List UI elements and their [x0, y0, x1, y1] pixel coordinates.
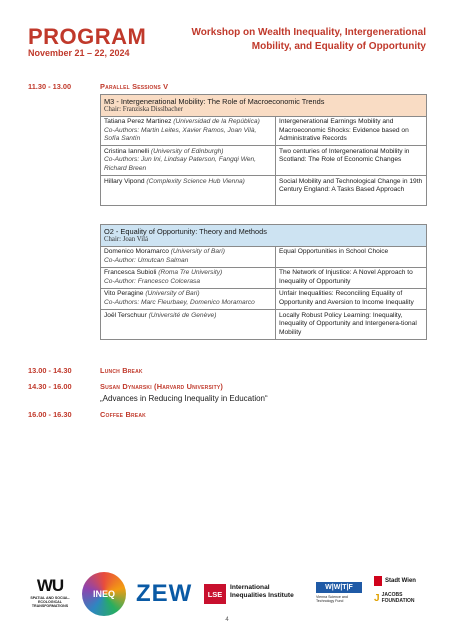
session-title: M3 - Intergenerational Mobility: The Role of Macroeconomic Trends: [104, 96, 325, 106]
schedule-label: Parallel Sessions V: [100, 82, 169, 91]
schedule-label: Lunch Break: [100, 366, 143, 375]
schedule-time: 16.00 - 16.30: [28, 410, 72, 419]
schedule-label: Coffee Break: [100, 410, 146, 419]
wu-logo: WU SPATIAL AND SOCIAL-ECOLOGICAL TRANSFORMATIONS: [30, 576, 70, 609]
coauthors: Co-Authors: Martin Leites, Xavier Ramos, Joan Vilà, Sofía Santín: [104, 126, 257, 143]
speaker-name: Hillary Vipond: [104, 177, 145, 185]
session-chair: Chair: Joan Vilá: [104, 235, 149, 243]
speaker-affiliation: (University of Bari): [170, 248, 225, 255]
table-row: [101, 176, 427, 206]
jacobs-foundation-logo: J JACOBS FOUNDATION: [374, 592, 415, 604]
wwtf-logo: W|W|T|F Vienna Science and Technology Fund: [316, 582, 362, 604]
session-o2: [100, 224, 427, 340]
schedule-label: Susan Dynarski (Harvard University): [100, 382, 224, 391]
schedule-time: 14.30 - 16.00: [28, 382, 72, 391]
speaker-name: Cristina Iannelli: [104, 147, 150, 155]
paper-title: Unfair Inequalities: Reconciling Equality of Opportunity and Aversion to Income Inequality: [276, 288, 427, 309]
paper-title: Intergenerational Earnings Mobility and Macroeconomic Shocks: Evidence based on Administrative Records: [276, 116, 427, 146]
speaker-affiliation: (Complexity Science Hub Vienna): [146, 177, 245, 185]
zew-logo: ZEW: [136, 580, 193, 607]
speaker-affiliation: (Universidad de la República): [173, 118, 260, 125]
session-m3: [100, 94, 427, 206]
paper-title: Social Mobility and Technological Change in 19th Century England: A Tasks Based Approach: [276, 176, 427, 206]
jacobs-j-icon: J: [374, 592, 380, 604]
session-header: [101, 95, 427, 117]
speaker-affiliation: (University of Bari): [145, 290, 200, 298]
paper-title: Equal Opportunities in School Choice: [276, 246, 427, 267]
table-row: [101, 146, 427, 176]
speaker-name: Francesca Subioli: [104, 269, 157, 277]
session-chair: Chair: Franziska Disslbacher: [104, 105, 183, 113]
paper-title: Locally Robust Policy Learning: Inequality, Inequality of Opportunity and Intergenera-tional Mobility: [276, 310, 427, 340]
sponsor-logos: [28, 572, 426, 620]
ineq-logo: INEQ: [82, 572, 126, 616]
coauthors: Co-Author: Umutcan Salman: [104, 256, 189, 264]
paper-title: The Network of Injustice: A Novel Approach to Inequality of Opportunity: [276, 267, 427, 288]
speaker-affiliation: (Université de Genève): [148, 311, 217, 319]
table-row: [101, 310, 427, 340]
table-row: [101, 246, 427, 267]
table-row: [101, 116, 427, 146]
wien-shield-icon: [374, 576, 382, 586]
coauthors: Co-Authors: Marc Fleurbaey, Domenico Moramarco: [104, 298, 255, 306]
schedule-row-keynote: [28, 382, 426, 406]
speaker-name: Joël Terschuur: [104, 311, 147, 319]
keynote-talk-title: „Advances in Reducing Inequality in Education“: [100, 394, 268, 403]
page-number: 4: [225, 617, 229, 623]
coauthors: Co-Author: Francesco Colcerasa: [104, 277, 201, 285]
schedule-time: 13.00 - 14.30: [28, 366, 72, 375]
speaker-name: Vito Peragine: [104, 290, 144, 298]
lse-logo: LSE: [204, 584, 226, 604]
speaker-affiliation: (University of Edinburgh): [150, 147, 224, 155]
speaker-name: Domenico Moramarco: [104, 248, 169, 255]
paper-title: Two centuries of Intergenerational Mobility in Scotland: The Role of Economic Changes: [276, 146, 427, 176]
speaker-name: Tatiana Perez Martinez: [104, 118, 172, 125]
coauthors: Co-Authors: Jun Ini, Lindsay Paterson, Fangqi Wen, Richard Breen: [104, 156, 256, 172]
speaker-affiliation: (Roma Tre University): [158, 269, 223, 277]
table-row: [101, 267, 427, 288]
workshop-title: Workshop on Wealth Inequality, Intergenerational Mobility, and Equality of Opportunity: [191, 27, 426, 52]
iii-logo-text: International Inequalities Institute: [230, 584, 294, 599]
stadt-wien-logo: Stadt Wien J JACOBS FOUNDATION: [374, 576, 426, 604]
program-heading: PROGRAM: [28, 24, 147, 49]
session-header: [101, 225, 427, 247]
program-dates: November 21 – 22, 2024: [28, 48, 130, 58]
table-row: [101, 288, 427, 309]
schedule-time: 11.30 - 13.00: [28, 82, 72, 91]
session-title: O2 - Equality of Opportunity: Theory and Methods: [104, 226, 267, 236]
